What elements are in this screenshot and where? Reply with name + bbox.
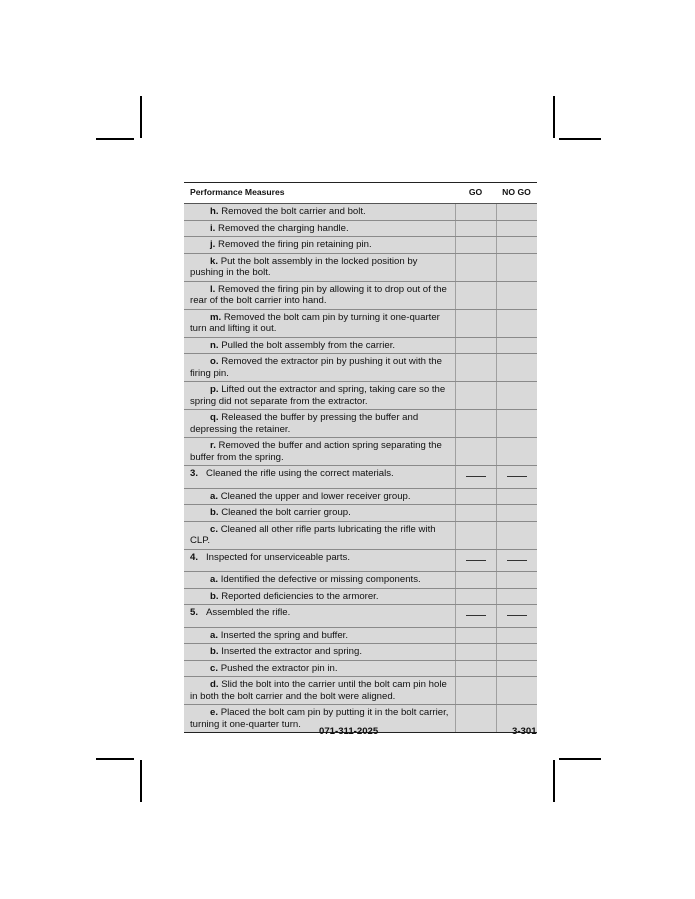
measure-letter: c. <box>210 523 219 535</box>
score-blank-line[interactable] <box>507 559 527 561</box>
crop-mark <box>96 758 134 760</box>
go-cell[interactable] <box>455 605 496 628</box>
table-row <box>184 521 537 549</box>
measure-description: Cleaned the rifle using the correct materials. <box>206 468 394 479</box>
go-cell <box>455 677 496 705</box>
measure-description: Cleaned the upper and lower receiver group. <box>220 490 411 502</box>
measure-cell <box>184 627 455 644</box>
measure-cell <box>184 438 455 466</box>
measure-description: Removed the extractor pin by pushing it out with the firing pin. <box>190 356 442 379</box>
table-row <box>184 572 537 589</box>
measure-letter: 4. <box>190 551 199 563</box>
measure-description: Removed the firing pin retaining pin. <box>218 239 372 250</box>
no-go-cell <box>496 627 537 644</box>
crop-mark <box>140 760 142 802</box>
measure-cell <box>184 605 455 628</box>
table-row <box>184 204 537 221</box>
no-go-cell <box>496 438 537 466</box>
page-number: 3-301 <box>512 726 537 737</box>
crop-mark <box>553 96 555 138</box>
measure-cell <box>184 354 455 382</box>
measure-description: Inserted the extractor and spring. <box>221 646 362 657</box>
measure-description: Inspected for unserviceable parts. <box>206 551 351 563</box>
measure-text <box>190 384 451 407</box>
table-row <box>184 627 537 644</box>
measure-text <box>190 607 451 625</box>
measure-letter: o. <box>210 356 219 367</box>
measure-description: Slid the bolt into the carrier until the bolt cam pin hole in both the bolt carrier and the bolt were aligned. <box>190 679 447 702</box>
no-go-cell <box>496 677 537 705</box>
no-go-cell <box>496 410 537 438</box>
measure-letter: e. <box>210 707 219 718</box>
table-row <box>184 237 537 254</box>
measure-description: Removed the bolt carrier and bolt. <box>221 206 366 217</box>
measure-letter: j. <box>210 239 216 250</box>
measure-description: Assembled the rifle. <box>206 607 291 618</box>
measure-cell <box>184 281 455 309</box>
measure-description: Removed the charging handle. <box>218 222 349 234</box>
header-performance-measures: Performance Measures <box>184 183 455 204</box>
measure-letter: 3. <box>190 468 199 479</box>
measure-description: Removed the buffer and action spring separating the buffer from the spring. <box>190 440 442 463</box>
measure-text <box>190 646 451 658</box>
no-go-cell[interactable] <box>496 549 537 572</box>
measure-text <box>190 507 451 519</box>
measure-description: Cleaned the bolt carrier group. <box>221 507 351 518</box>
measure-letter: b. <box>210 507 219 518</box>
no-go-cell <box>496 488 537 505</box>
no-go-cell[interactable] <box>496 466 537 489</box>
table-row <box>184 588 537 605</box>
table-row <box>184 410 537 438</box>
measure-text <box>190 412 451 435</box>
crop-mark <box>559 138 601 140</box>
measure-letter: a. <box>210 629 219 641</box>
score-blank-line[interactable] <box>466 559 486 561</box>
go-cell <box>455 644 496 661</box>
crop-mark <box>140 96 142 138</box>
go-cell <box>455 237 496 254</box>
measure-letter: h. <box>210 206 219 217</box>
measure-text <box>190 679 451 702</box>
go-cell <box>455 410 496 438</box>
header-go: GO <box>455 183 496 204</box>
no-go-cell <box>496 204 537 221</box>
table-row <box>184 605 537 628</box>
measure-description: Lifted out the extractor and spring, taking care so the spring did not separate from the extractor. <box>190 384 446 407</box>
go-cell <box>455 438 496 466</box>
measure-letter: d. <box>210 679 219 690</box>
score-blank-line[interactable] <box>507 614 527 616</box>
measure-cell <box>184 505 455 522</box>
measure-description: Inserted the spring and buffer. <box>220 629 348 641</box>
table-row <box>184 644 537 661</box>
no-go-cell <box>496 572 537 589</box>
go-cell <box>455 505 496 522</box>
measure-text <box>190 312 451 335</box>
go-cell <box>455 281 496 309</box>
table-row <box>184 549 537 572</box>
measure-cell <box>184 466 455 489</box>
measure-text <box>190 663 451 675</box>
measure-description: Released the buffer by pressing the buffer and depressing the retainer. <box>190 412 419 435</box>
measure-description: Pulled the bolt assembly from the carrier. <box>221 339 396 351</box>
no-go-cell[interactable] <box>496 605 537 628</box>
measure-letter: l. <box>210 283 216 295</box>
measure-description: Removed the firing pin by allowing it to drop out of the rear of the bolt carrier into hand. <box>190 283 447 306</box>
measure-description: Pushed the extractor pin in. <box>220 662 338 674</box>
score-blank-line[interactable] <box>466 475 486 477</box>
measure-letter: q. <box>210 412 219 423</box>
measure-text <box>190 256 451 279</box>
measure-text <box>190 284 451 307</box>
go-cell <box>455 253 496 281</box>
measure-cell <box>184 588 455 605</box>
measure-letter: m. <box>210 311 222 323</box>
measure-cell <box>184 488 455 505</box>
go-cell <box>455 354 496 382</box>
measure-description: Placed the bolt cam pin by putting it in the bolt carrier, turning it one-quarter turn. <box>190 707 449 730</box>
no-go-cell <box>496 354 537 382</box>
no-go-cell <box>496 382 537 410</box>
table-header-row <box>184 183 537 204</box>
go-cell[interactable] <box>455 466 496 489</box>
no-go-cell <box>496 237 537 254</box>
table-row <box>184 354 537 382</box>
measure-text <box>190 356 451 379</box>
no-go-cell <box>496 253 537 281</box>
measure-letter: a. <box>210 490 219 502</box>
measure-text <box>190 574 451 586</box>
measure-text <box>190 340 451 352</box>
go-cell <box>455 382 496 410</box>
measure-cell <box>184 382 455 410</box>
go-cell <box>455 588 496 605</box>
table-row <box>184 309 537 337</box>
measure-text <box>190 440 451 463</box>
measure-cell <box>184 549 455 572</box>
measure-letter: i. <box>210 222 216 234</box>
table-row <box>184 505 537 522</box>
document-number: 071-311-2025 <box>319 726 379 737</box>
go-cell <box>455 572 496 589</box>
measure-letter: k. <box>210 255 219 267</box>
score-blank-line[interactable] <box>466 614 486 616</box>
measure-letter: b. <box>210 646 219 657</box>
measure-cell <box>184 572 455 589</box>
header-no-go: NO GO <box>496 183 537 204</box>
measure-description: Reported deficiencies to the armorer. <box>221 590 379 602</box>
table-row <box>184 466 537 489</box>
measure-text <box>190 552 451 570</box>
measure-letter: p. <box>210 384 219 395</box>
measure-letter: 5. <box>190 607 199 618</box>
measure-cell <box>184 521 455 549</box>
no-go-cell <box>496 588 537 605</box>
measure-text <box>190 223 451 235</box>
measure-description: Put the bolt assembly in the locked position by pushing in the bolt. <box>190 255 418 278</box>
no-go-cell <box>496 521 537 549</box>
measure-letter: b. <box>210 590 219 602</box>
measure-letter: c. <box>210 662 219 674</box>
measure-description: Removed the bolt cam pin by turning it one-quarter turn and lifting it out. <box>190 311 440 334</box>
measure-text <box>190 491 451 503</box>
table-row <box>184 660 537 677</box>
crop-mark <box>96 138 134 140</box>
measure-letter: r. <box>210 440 216 451</box>
measure-cell <box>184 677 455 705</box>
measure-description: Cleaned all other rifle parts lubricating the rifle with CLP. <box>190 523 436 546</box>
go-cell[interactable] <box>455 549 496 572</box>
table-row <box>184 337 537 354</box>
no-go-cell <box>496 337 537 354</box>
table-row <box>184 220 537 237</box>
table-row <box>184 281 537 309</box>
table-row <box>184 677 537 705</box>
measure-text <box>190 206 451 218</box>
table-row <box>184 488 537 505</box>
measure-cell <box>184 337 455 354</box>
measure-text <box>190 591 451 603</box>
measure-cell <box>184 660 455 677</box>
go-cell <box>455 627 496 644</box>
go-cell <box>455 705 496 733</box>
performance-measures-table <box>184 182 537 733</box>
table-row <box>184 382 537 410</box>
crop-mark <box>553 760 555 802</box>
go-cell <box>455 337 496 354</box>
no-go-cell <box>496 660 537 677</box>
measure-text <box>190 239 451 251</box>
go-cell <box>455 204 496 221</box>
crop-mark <box>559 758 601 760</box>
measure-description: Identified the defective or missing components. <box>220 574 421 585</box>
no-go-cell <box>496 281 537 309</box>
measure-cell <box>184 220 455 237</box>
measure-text <box>190 524 451 547</box>
score-blank-line[interactable] <box>507 475 527 477</box>
measure-text <box>190 630 451 642</box>
no-go-cell <box>496 644 537 661</box>
measure-letter: n. <box>210 339 219 351</box>
table-row <box>184 253 537 281</box>
go-cell <box>455 660 496 677</box>
measure-letter: a. <box>210 574 219 585</box>
table-row <box>184 438 537 466</box>
measure-text <box>190 468 451 486</box>
no-go-cell <box>496 220 537 237</box>
no-go-cell <box>496 505 537 522</box>
go-cell <box>455 488 496 505</box>
measure-cell <box>184 204 455 221</box>
go-cell <box>455 309 496 337</box>
go-cell <box>455 521 496 549</box>
measure-cell <box>184 253 455 281</box>
no-go-cell <box>496 309 537 337</box>
go-cell <box>455 220 496 237</box>
measure-cell <box>184 237 455 254</box>
measure-cell <box>184 644 455 661</box>
measure-cell <box>184 309 455 337</box>
measure-cell <box>184 410 455 438</box>
